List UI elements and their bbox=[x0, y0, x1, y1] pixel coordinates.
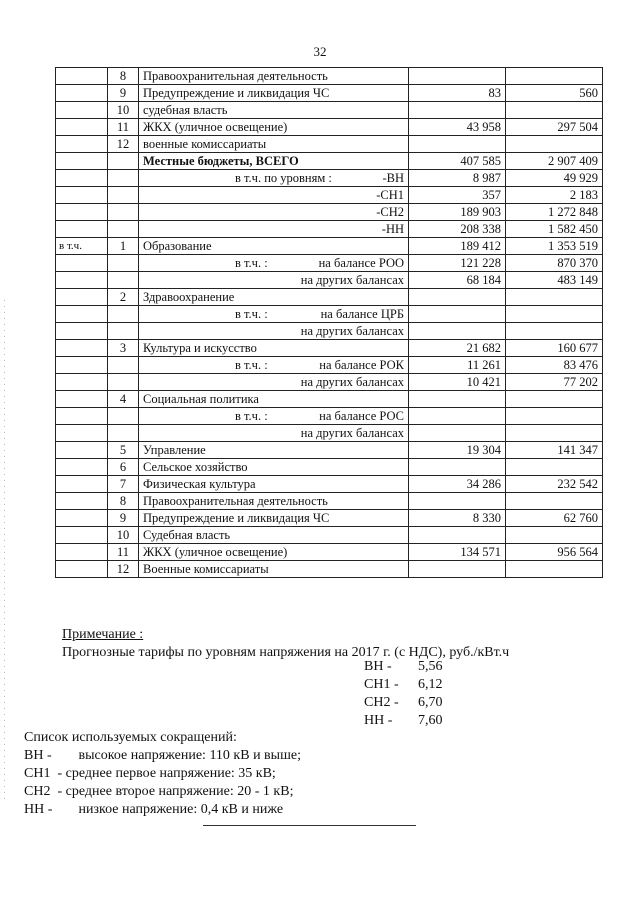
row-name: военные комиссариаты bbox=[139, 136, 409, 153]
row-group bbox=[56, 221, 108, 238]
row-value-2 bbox=[506, 493, 603, 510]
row-value-2: 1 353 519 bbox=[506, 238, 603, 255]
row-sub-label: -ВН bbox=[382, 170, 404, 185]
row-sub-prefix: в т.ч. : bbox=[235, 255, 268, 270]
abbreviation-key: НН - bbox=[24, 802, 53, 817]
row-group bbox=[56, 391, 108, 408]
tariff-level: СН1 - bbox=[364, 677, 399, 692]
row-name: судебная власть bbox=[139, 102, 409, 119]
abbreviation-item bbox=[24, 747, 301, 765]
row-value-2: 560 bbox=[506, 85, 603, 102]
row-name bbox=[139, 255, 409, 272]
abbreviation-item bbox=[24, 801, 301, 819]
row-value-2 bbox=[506, 459, 603, 476]
row-value-1: 68 184 bbox=[409, 272, 506, 289]
tariff-value: 7,60 bbox=[418, 713, 443, 728]
row-value-2 bbox=[506, 136, 603, 153]
row-number bbox=[108, 153, 139, 170]
row-name: Образование bbox=[139, 238, 409, 255]
row-value-2: 160 677 bbox=[506, 340, 603, 357]
row-group bbox=[56, 561, 108, 578]
row-name: Правоохранительная деятельность bbox=[139, 493, 409, 510]
row-value-2: 956 564 bbox=[506, 544, 603, 561]
row-number: 9 bbox=[108, 510, 139, 527]
table-row bbox=[56, 68, 603, 85]
row-group bbox=[56, 374, 108, 391]
row-value-2: 483 149 bbox=[506, 272, 603, 289]
abbreviation-key: СН1 bbox=[24, 766, 51, 781]
row-group bbox=[56, 510, 108, 527]
row-value-2 bbox=[506, 527, 603, 544]
budget-table bbox=[55, 67, 603, 578]
row-value-2 bbox=[506, 102, 603, 119]
row-value-1 bbox=[409, 493, 506, 510]
row-group bbox=[56, 204, 108, 221]
row-number bbox=[108, 323, 139, 340]
row-name: Судебная власть bbox=[139, 527, 409, 544]
row-number bbox=[108, 255, 139, 272]
row-name: Социальная политика bbox=[139, 391, 409, 408]
row-name: Управление bbox=[139, 442, 409, 459]
row-number bbox=[108, 272, 139, 289]
table-row bbox=[56, 544, 603, 561]
row-value-1: 19 304 bbox=[409, 442, 506, 459]
row-group bbox=[56, 272, 108, 289]
row-group bbox=[56, 306, 108, 323]
abbreviation-item bbox=[24, 783, 301, 801]
row-name: ЖКХ (уличное освещение) bbox=[139, 119, 409, 136]
row-value-2: 1 272 848 bbox=[506, 204, 603, 221]
row-sub-label: на балансе ЦРБ bbox=[320, 306, 404, 321]
row-value-1: 8 987 bbox=[409, 170, 506, 187]
table-row bbox=[56, 119, 603, 136]
row-value-1: 8 330 bbox=[409, 510, 506, 527]
row-number bbox=[108, 204, 139, 221]
row-group bbox=[56, 289, 108, 306]
row-group bbox=[56, 323, 108, 340]
table-row bbox=[56, 255, 603, 272]
table-row bbox=[56, 340, 603, 357]
table-row bbox=[56, 102, 603, 119]
abbreviation-text: низкое напряжение: 0,4 кВ и ниже bbox=[68, 802, 284, 817]
row-number bbox=[108, 357, 139, 374]
row-value-2: 49 929 bbox=[506, 170, 603, 187]
margin-scan-artifact bbox=[4, 300, 5, 800]
row-sub-label: на балансе РОС bbox=[319, 408, 404, 423]
row-number bbox=[108, 187, 139, 204]
abbreviations-block bbox=[24, 729, 301, 819]
closing-rule bbox=[203, 825, 416, 826]
row-name: на других балансах bbox=[139, 425, 409, 442]
row-value-1 bbox=[409, 323, 506, 340]
row-name bbox=[139, 306, 409, 323]
row-value-1: 83 bbox=[409, 85, 506, 102]
row-value-1 bbox=[409, 136, 506, 153]
row-name: Местные бюджеты, ВСЕГО bbox=[139, 153, 409, 170]
row-value-1 bbox=[409, 408, 506, 425]
row-name: Правоохранительная деятельность bbox=[139, 68, 409, 85]
row-name: Здравоохранение bbox=[139, 289, 409, 306]
table-row bbox=[56, 459, 603, 476]
table-row bbox=[56, 323, 603, 340]
row-name: на других балансах bbox=[139, 323, 409, 340]
row-number: 8 bbox=[108, 493, 139, 510]
row-value-2: 2 907 409 bbox=[506, 153, 603, 170]
row-name: Предупреждение и ликвидация ЧС bbox=[139, 85, 409, 102]
row-number: 11 bbox=[108, 544, 139, 561]
row-name: -СН2 bbox=[139, 204, 409, 221]
row-group bbox=[56, 459, 108, 476]
row-number: 7 bbox=[108, 476, 139, 493]
table-row bbox=[56, 204, 603, 221]
table-row bbox=[56, 510, 603, 527]
row-group: в т.ч. bbox=[56, 238, 108, 255]
tariff-row bbox=[364, 712, 443, 730]
table-row bbox=[56, 476, 603, 493]
row-name: Сельское хозяйство bbox=[139, 459, 409, 476]
row-value-1: 357 bbox=[409, 187, 506, 204]
row-number bbox=[108, 221, 139, 238]
row-value-2: 870 370 bbox=[506, 255, 603, 272]
row-number bbox=[108, 170, 139, 187]
abbreviation-text: - среднее второе напряжение: 20 - 1 кВ; bbox=[54, 784, 294, 799]
note-text: Прогнозные тарифы по уровням напряжения на 2017 г. (с НДС), руб./кВт.ч bbox=[62, 645, 510, 660]
row-value-1: 134 571 bbox=[409, 544, 506, 561]
table-row bbox=[56, 306, 603, 323]
row-value-1 bbox=[409, 425, 506, 442]
row-name: Предупреждение и ликвидация ЧС bbox=[139, 510, 409, 527]
row-value-2 bbox=[506, 306, 603, 323]
tariff-row bbox=[364, 676, 443, 694]
row-group bbox=[56, 527, 108, 544]
row-group bbox=[56, 136, 108, 153]
table-row bbox=[56, 289, 603, 306]
row-name: на других балансах bbox=[139, 374, 409, 391]
tariff-value: 6,70 bbox=[418, 695, 443, 710]
table-row bbox=[56, 170, 603, 187]
note-title: Примечание : bbox=[62, 627, 144, 642]
row-number: 12 bbox=[108, 561, 139, 578]
tariff-level: НН - bbox=[364, 713, 393, 728]
row-value-1: 189 412 bbox=[409, 238, 506, 255]
table-row bbox=[56, 85, 603, 102]
tariff-row bbox=[364, 658, 443, 676]
table-row bbox=[56, 561, 603, 578]
row-group bbox=[56, 425, 108, 442]
table-row bbox=[56, 425, 603, 442]
row-number bbox=[108, 306, 139, 323]
abbreviations-title: Список используемых сокращений: bbox=[24, 730, 237, 745]
note-block bbox=[62, 626, 509, 662]
row-value-2 bbox=[506, 289, 603, 306]
table-row bbox=[56, 136, 603, 153]
row-number bbox=[108, 425, 139, 442]
row-sub-label: на балансе РОО bbox=[318, 255, 404, 270]
row-group bbox=[56, 476, 108, 493]
row-number: 11 bbox=[108, 119, 139, 136]
row-name bbox=[139, 170, 409, 187]
row-value-1 bbox=[409, 527, 506, 544]
table-row bbox=[56, 391, 603, 408]
row-number: 2 bbox=[108, 289, 139, 306]
row-name bbox=[139, 357, 409, 374]
row-group bbox=[56, 153, 108, 170]
row-value-1: 43 958 bbox=[409, 119, 506, 136]
row-group bbox=[56, 544, 108, 561]
row-value-1 bbox=[409, 102, 506, 119]
row-sub-prefix: в т.ч. : bbox=[235, 306, 268, 321]
row-name: на других балансах bbox=[139, 272, 409, 289]
page-number: 32 bbox=[313, 44, 327, 59]
row-value-2: 297 504 bbox=[506, 119, 603, 136]
row-value-1: 121 228 bbox=[409, 255, 506, 272]
row-value-2: 77 202 bbox=[506, 374, 603, 391]
row-number: 4 bbox=[108, 391, 139, 408]
row-value-1: 11 261 bbox=[409, 357, 506, 374]
row-value-2 bbox=[506, 425, 603, 442]
row-value-1 bbox=[409, 459, 506, 476]
row-group bbox=[56, 408, 108, 425]
row-value-1 bbox=[409, 289, 506, 306]
row-number bbox=[108, 408, 139, 425]
row-value-2 bbox=[506, 323, 603, 340]
table-row bbox=[56, 374, 603, 391]
row-value-1 bbox=[409, 561, 506, 578]
tariff-value: 5,56 bbox=[418, 659, 443, 674]
row-group bbox=[56, 442, 108, 459]
row-value-1 bbox=[409, 306, 506, 323]
row-value-2: 141 347 bbox=[506, 442, 603, 459]
row-value-1 bbox=[409, 68, 506, 85]
row-sub-label: на балансе РОК bbox=[319, 357, 404, 372]
row-sub-prefix: в т.ч. : bbox=[235, 408, 268, 423]
row-value-2: 2 183 bbox=[506, 187, 603, 204]
table-row bbox=[56, 493, 603, 510]
tariff-row bbox=[364, 694, 443, 712]
row-group bbox=[56, 102, 108, 119]
row-number: 3 bbox=[108, 340, 139, 357]
row-number: 9 bbox=[108, 85, 139, 102]
row-value-2: 1 582 450 bbox=[506, 221, 603, 238]
row-group bbox=[56, 255, 108, 272]
row-number bbox=[108, 374, 139, 391]
row-name: -СН1 bbox=[139, 187, 409, 204]
row-value-2 bbox=[506, 391, 603, 408]
row-value-2 bbox=[506, 408, 603, 425]
row-name bbox=[139, 408, 409, 425]
tariff-level: СН2 - bbox=[364, 695, 399, 710]
abbreviation-item bbox=[24, 765, 301, 783]
table-row bbox=[56, 153, 603, 170]
row-value-1: 208 338 bbox=[409, 221, 506, 238]
row-number: 6 bbox=[108, 459, 139, 476]
row-value-1: 10 421 bbox=[409, 374, 506, 391]
row-group bbox=[56, 68, 108, 85]
row-name: ЖКХ (уличное освещение) bbox=[139, 544, 409, 561]
row-value-1: 407 585 bbox=[409, 153, 506, 170]
row-group bbox=[56, 340, 108, 357]
row-name: Военные комиссариаты bbox=[139, 561, 409, 578]
abbreviation-text: высокое напряжение: 110 кВ и выше; bbox=[68, 748, 301, 763]
row-group bbox=[56, 85, 108, 102]
row-group bbox=[56, 187, 108, 204]
tariff-value: 6,12 bbox=[418, 677, 443, 692]
row-sub-prefix: в т.ч. : bbox=[235, 357, 268, 372]
row-group bbox=[56, 493, 108, 510]
row-number: 10 bbox=[108, 527, 139, 544]
row-number: 5 bbox=[108, 442, 139, 459]
row-number: 1 bbox=[108, 238, 139, 255]
row-number: 12 bbox=[108, 136, 139, 153]
table-row bbox=[56, 408, 603, 425]
row-value-2 bbox=[506, 68, 603, 85]
row-value-1 bbox=[409, 391, 506, 408]
row-value-2: 83 476 bbox=[506, 357, 603, 374]
table-row bbox=[56, 221, 603, 238]
row-group bbox=[56, 170, 108, 187]
abbreviation-key: СН2 bbox=[24, 784, 51, 799]
tariff-level: ВН - bbox=[364, 659, 392, 674]
table-row bbox=[56, 357, 603, 374]
row-value-2: 232 542 bbox=[506, 476, 603, 493]
row-name: -НН bbox=[139, 221, 409, 238]
table-row bbox=[56, 272, 603, 289]
row-group bbox=[56, 119, 108, 136]
abbreviation-text: - среднее первое напряжение: 35 кВ; bbox=[54, 766, 276, 781]
tariff-list bbox=[364, 658, 443, 730]
row-value-1: 189 903 bbox=[409, 204, 506, 221]
table-row bbox=[56, 187, 603, 204]
abbreviation-key: ВН - bbox=[24, 748, 52, 763]
row-number: 10 bbox=[108, 102, 139, 119]
row-name: Культура и искусство bbox=[139, 340, 409, 357]
row-value-1: 34 286 bbox=[409, 476, 506, 493]
row-name: Физическая культура bbox=[139, 476, 409, 493]
table-row bbox=[56, 238, 603, 255]
row-value-1: 21 682 bbox=[409, 340, 506, 357]
row-sub-prefix: в т.ч. по уровням : bbox=[235, 170, 332, 185]
row-value-2 bbox=[506, 561, 603, 578]
table-row bbox=[56, 442, 603, 459]
row-group bbox=[56, 357, 108, 374]
row-value-2: 62 760 bbox=[506, 510, 603, 527]
table-row bbox=[56, 527, 603, 544]
row-number: 8 bbox=[108, 68, 139, 85]
